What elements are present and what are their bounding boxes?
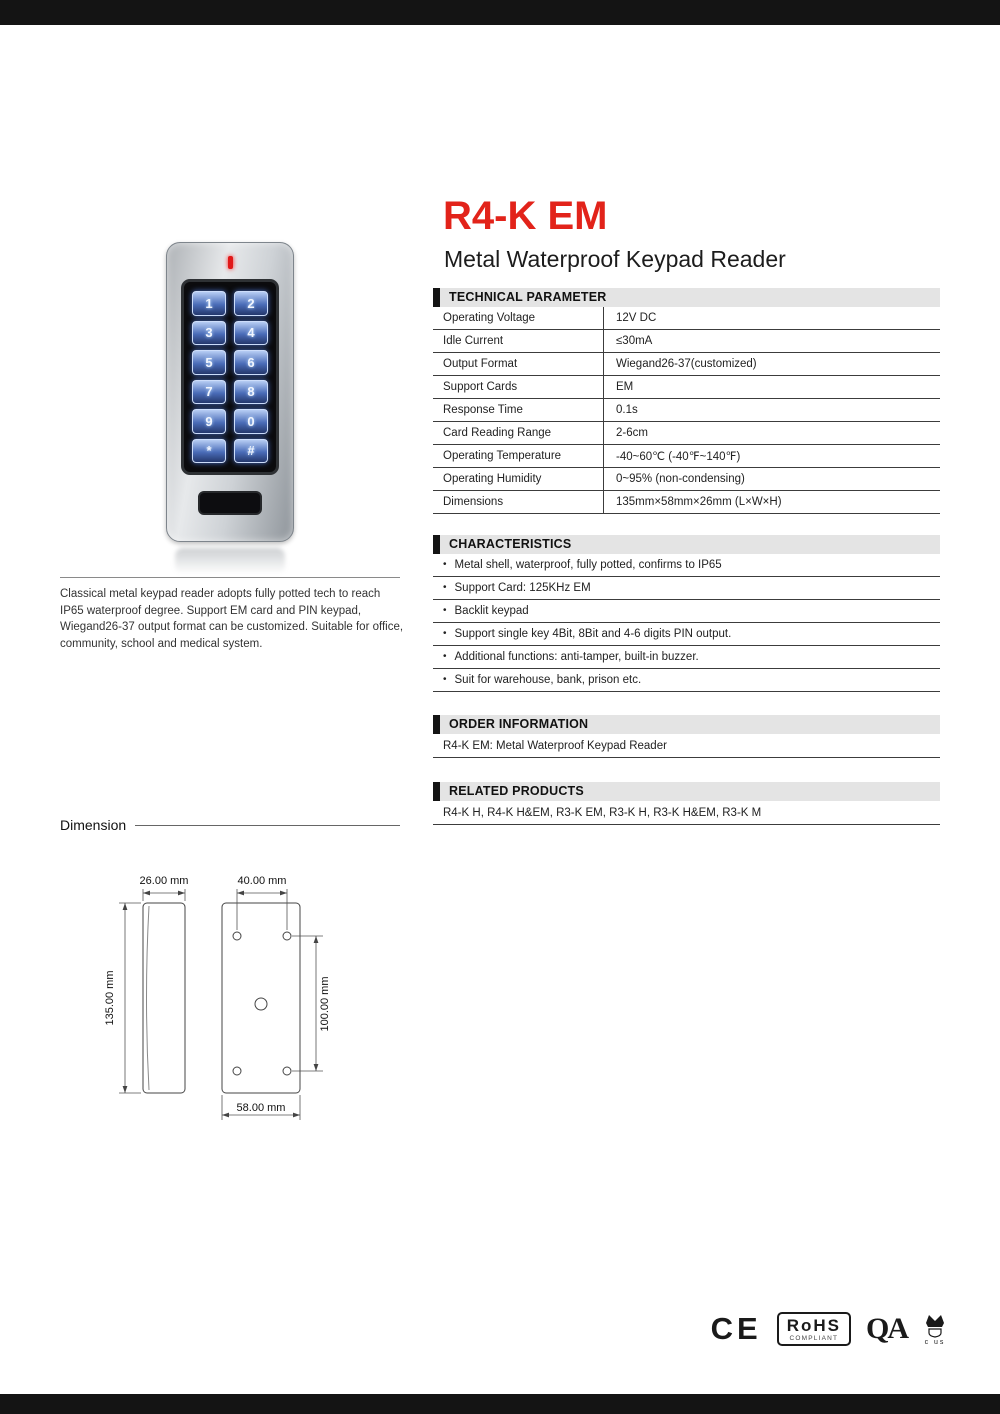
param-value: -40~60℃ (-40℉~140℉) bbox=[603, 445, 940, 467]
list-item bbox=[433, 646, 940, 669]
characteristic-text: Support Card: 125KHz EM bbox=[454, 582, 591, 594]
product-photo bbox=[160, 242, 300, 574]
rohs-mark-icon bbox=[777, 1312, 851, 1346]
bullet-icon: • bbox=[443, 605, 447, 616]
bullet-icon: • bbox=[443, 628, 447, 639]
table-row bbox=[433, 353, 940, 376]
keypad bbox=[192, 291, 268, 463]
param-value: EM bbox=[603, 376, 940, 398]
keypad-key-3: 3 bbox=[192, 321, 226, 346]
table-row bbox=[433, 422, 940, 445]
table-row bbox=[433, 376, 940, 399]
param-label: Operating Humidity bbox=[443, 473, 542, 485]
keypad-key-7: 7 bbox=[192, 380, 226, 405]
list-item bbox=[433, 554, 940, 577]
technical-parameter-section bbox=[433, 288, 940, 514]
keypad-key-5: 5 bbox=[192, 350, 226, 375]
section-header-related-products: RELATED PRODUCTS bbox=[433, 782, 940, 801]
crown-sub-label: c us bbox=[924, 1339, 946, 1346]
bullet-icon: • bbox=[443, 651, 447, 662]
dim-hole-spacing-v-label: 100.00 mm bbox=[319, 976, 331, 1032]
product-title: R4-K EM bbox=[443, 194, 608, 238]
divider bbox=[135, 825, 400, 826]
param-label: Support Cards bbox=[443, 381, 518, 393]
rohs-compliant-label: COMPLIANT bbox=[789, 1335, 839, 1342]
keypad-key-0: 0 bbox=[234, 409, 268, 434]
param-value: 0~95% (non-condensing) bbox=[603, 468, 940, 490]
side-view-outline bbox=[143, 903, 185, 1093]
table-row bbox=[433, 330, 940, 353]
ce-mark-icon: CE bbox=[710, 1311, 762, 1346]
param-label: Response Time bbox=[443, 404, 523, 416]
dim-width-label: 58.00 mm bbox=[236, 1102, 286, 1114]
top-black-bar bbox=[0, 0, 1000, 25]
order-information-section bbox=[433, 715, 940, 758]
center-hole bbox=[255, 998, 267, 1010]
dim-depth-label: 26.00 mm bbox=[139, 875, 189, 887]
bullet-icon: • bbox=[443, 559, 447, 570]
table-row bbox=[433, 445, 940, 468]
list-item bbox=[433, 669, 940, 692]
dimension-heading: Dimension bbox=[60, 817, 127, 833]
table-row bbox=[433, 468, 940, 491]
section-header-order-information: ORDER INFORMATION bbox=[433, 715, 940, 734]
bottom-black-bar bbox=[0, 1394, 1000, 1414]
keypad-key-1: 1 bbox=[192, 291, 226, 316]
bullet-icon: • bbox=[443, 674, 447, 685]
characteristic-text: Suit for warehouse, bank, prison etc. bbox=[454, 674, 642, 686]
crown-certification-icon bbox=[922, 1312, 948, 1346]
characteristic-text: Metal shell, waterproof, fully potted, confirms to IP65 bbox=[454, 559, 722, 571]
param-value: 0.1s bbox=[603, 399, 940, 421]
section-header-characteristics: CHARACTERISTICS bbox=[433, 535, 940, 554]
related-products-section bbox=[433, 782, 940, 825]
mounting-hole bbox=[233, 1067, 241, 1075]
param-value: ≤30mA bbox=[603, 330, 940, 352]
param-value: 2-6cm bbox=[603, 422, 940, 444]
param-value: 12V DC bbox=[603, 307, 940, 329]
keypad-key-6: 6 bbox=[234, 350, 268, 375]
keypad-panel bbox=[181, 279, 279, 475]
card-sensor-window bbox=[198, 491, 262, 515]
list-item bbox=[433, 600, 940, 623]
bullet-icon: • bbox=[443, 582, 447, 593]
param-label: Dimensions bbox=[443, 496, 504, 508]
led-indicator-icon bbox=[228, 256, 233, 269]
param-value: 135mm×58mm×26mm (L×W×H) bbox=[603, 491, 940, 513]
divider bbox=[60, 577, 400, 578]
characteristics-section bbox=[433, 535, 940, 692]
mounting-hole bbox=[283, 932, 291, 940]
mounting-hole bbox=[283, 1067, 291, 1075]
product-description: Classical metal keypad reader adopts fully potted tech to reach IP65 waterproof degree. Support EM card and PIN keypad, Wiegand26-37 output format can be customized. Suitable for office, community, school and medical system. bbox=[60, 588, 404, 650]
crown-icon bbox=[922, 1312, 948, 1338]
keypad-key-8: 8 bbox=[234, 380, 268, 405]
related-products-text: R4-K H, R4-K H&EM, R3-K EM, R3-K H, R3-K H&EM, R3-K M bbox=[433, 801, 940, 825]
keypad-reader-device bbox=[166, 242, 294, 542]
dimension-drawing bbox=[95, 866, 365, 1146]
table-row bbox=[433, 307, 940, 330]
keypad-key-4: 4 bbox=[234, 321, 268, 346]
characteristic-text: Support single key 4Bit, 8Bit and 4-6 digits PIN output. bbox=[454, 628, 732, 640]
rohs-label: RoHS bbox=[786, 1316, 841, 1335]
keypad-key-2: 2 bbox=[234, 291, 268, 316]
characteristic-text: Additional functions: anti-tamper, built-in buzzer. bbox=[454, 651, 699, 663]
keypad-key-hash: # bbox=[234, 439, 268, 464]
param-label: Operating Temperature bbox=[443, 450, 562, 462]
mounting-hole bbox=[233, 932, 241, 940]
list-item bbox=[433, 577, 940, 600]
param-value: Wiegand26-37(customized) bbox=[603, 353, 940, 375]
dim-height-label: 135.00 mm bbox=[104, 970, 116, 1026]
param-label: Idle Current bbox=[443, 335, 504, 347]
section-header-technical-parameter: TECHNICAL PARAMETER bbox=[433, 288, 940, 307]
characteristic-text: Backlit keypad bbox=[454, 605, 529, 617]
dim-hole-spacing-h-label: 40.00 mm bbox=[237, 875, 287, 887]
product-subtitle: Metal Waterproof Keypad Reader bbox=[444, 246, 786, 272]
table-row bbox=[433, 399, 940, 422]
keypad-key-9: 9 bbox=[192, 409, 226, 434]
photo-reflection bbox=[175, 548, 285, 574]
param-label: Output Format bbox=[443, 358, 518, 370]
qa-mark-icon: QA bbox=[866, 1312, 907, 1345]
param-label: Operating Voltage bbox=[443, 312, 536, 324]
keypad-key-star: * bbox=[192, 439, 226, 464]
param-label: Card Reading Range bbox=[443, 427, 552, 439]
certification-marks bbox=[710, 1303, 948, 1355]
order-info-text: R4-K EM: Metal Waterproof Keypad Reader bbox=[433, 734, 940, 758]
list-item bbox=[433, 623, 940, 646]
table-row bbox=[433, 491, 940, 514]
